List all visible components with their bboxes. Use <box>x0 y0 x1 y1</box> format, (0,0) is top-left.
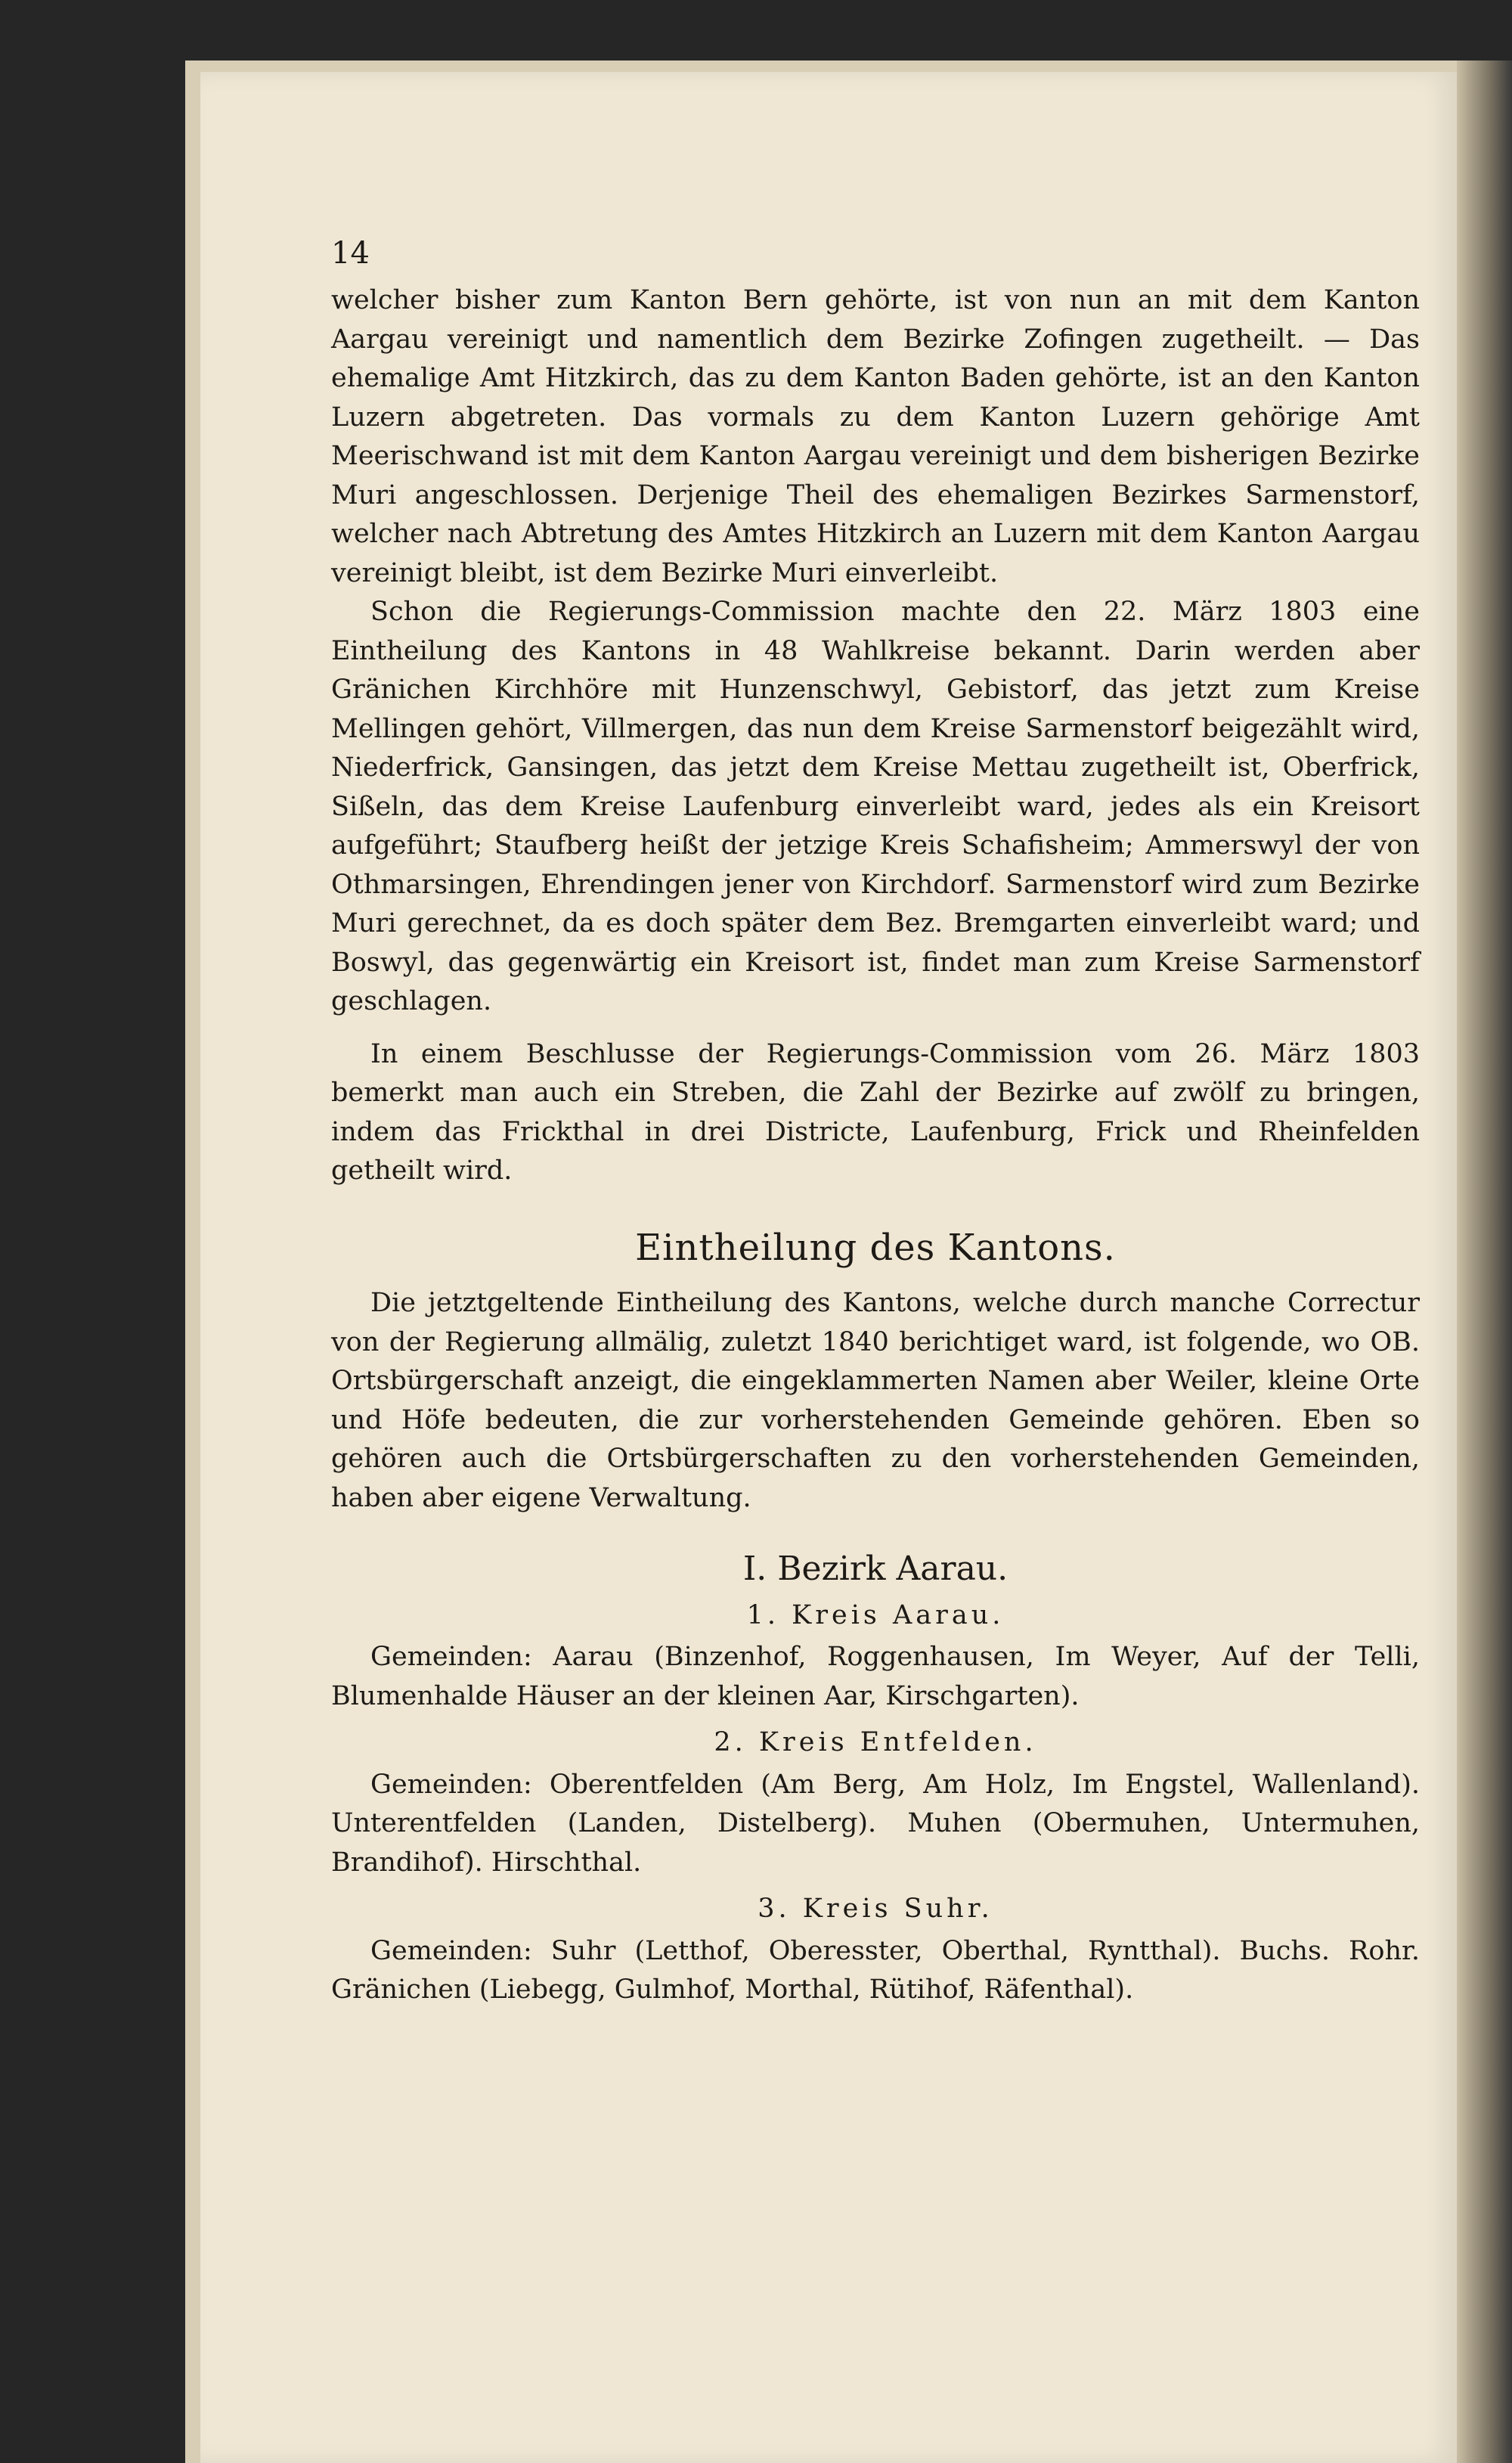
kreis-heading-1: 1. Kreis Aarau. <box>746 1599 1005 1630</box>
paragraph-1: welcher bisher zum Kanton Bern gehörte, ist von nun an mit dem Kanton Aargau vereinigt und namentlich dem Bezirke Zofingen zugetheilt. — Das ehemalige Amt Hitzkirch, das zu dem Kanton Baden gehörte, ist an den Kanton Luzern abgetreten. Das vormals zu dem Kanton Luzern gehörige Amt Meerischwand ist mit dem Kanton Aargau vereinigt und dem bisherigen Bezirke Muri angeschlossen. Derjenige Theil des ehemaligen Bezirkes Sarmenstorf, welcher nach Abtretung des Amtes Hitzkirch an Luzern mit dem Kanton Aargau vereinigt bleibt, ist dem Bezirke Muri einverleibt. <box>331 285 1420 588</box>
section-paragraph: Die jetztgeltende Eintheilung des Kantons, welche durch manche Correctur von der Regierung allmälig, zuletzt 1840 berichtiget ward, ist folgende, wo OB. Ortsbürgerschaft anzeigt, die eingeklammerten Namen aber Weiler, kleine Orte und Höfe bedeuten, die zur vorherstehenden Gemeinde gehören. Eben so gehören auch die Ortsbürgerschaften zu den vorherstehenden Gemeinden, haben aber eigene Verwaltung. <box>331 1288 1420 1513</box>
kreis-heading-2: 2. Kreis Entfelden. <box>714 1727 1037 1757</box>
page-text <box>331 281 1420 2010</box>
paragraph-3: In einem Beschlusse der Regierungs-Commission vom 26. März 1803 bemerkt man auch ein Streben, die Zahl der Bezirke auf zwölf zu bringen, indem das Frickthal in drei Districte, Laufenburg, Frick und Rheinfelden getheilt wird. <box>331 1038 1420 1186</box>
section-heading: Eintheilung des Kantons. <box>635 1226 1116 1269</box>
page-number: 14 <box>331 236 370 271</box>
kreis-heading-3: 3. Kreis Suhr. <box>758 1894 993 1924</box>
kreis-text-2: Gemeinden: Oberentfelden (Am Berg, Am Holz, Im Engstel, Wallenland). Unterentfelden (Landen, Distelberg). Muhen (Obermuhen, Untermuhen, Brandihof). Hirschthal. <box>331 1769 1420 1878</box>
bezirk-heading: I. Bezirk Aarau. <box>742 1549 1009 1588</box>
paragraph-2: Schon die Regierungs-Commission machte den 22. März 1803 eine Eintheilung des Kantons in 48 Wahlkreise bekannt. Darin werden aber Gränichen Kirchhöre mit Hunzenschwyl, Gebistorf, das jetzt zum Kreise Mellingen gehört, Villmergen, das nun dem Kreise Sarmenstorf beigezählt wird, Niederfrick, Gansingen, das jetzt dem Kreise Mettau zugetheilt ist, Oberfrick, Sißeln, das dem Kreise Laufenburg einverleibt ward, jedes als ein Kreisort aufgeführt; Staufberg heißt der jetzige Kreis Schafisheim; Ammerswyl der von Othmarsingen, Ehrendingen jener von Kirchdorf. Sarmenstorf wird zum Bezirke Muri gerechnet, da es doch später dem Bez. Bremgarten einverleibt ward; und Boswyl, das gegenwärtig ein Kreisort ist, findet man zum Kreise Sarmenstorf geschlagen. <box>331 597 1420 1016</box>
kreis-text-3: Gemeinden: Suhr (Letthof, Oberesster, Oberthal, Ryntthal). Buchs. Rohr. Gränichen (Liebegg, Gulmhof, Morthal, Rütihof, Räfenthal). <box>331 1935 1420 2005</box>
book-spine <box>1457 60 1512 2463</box>
kreis-text-1: Gemeinden: Aarau (Binzenhof, Roggenhausen, Im Weyer, Auf der Telli, Blumenhalde Häuser an der kleinen Aar, Kirschgarten). <box>331 1642 1420 1711</box>
